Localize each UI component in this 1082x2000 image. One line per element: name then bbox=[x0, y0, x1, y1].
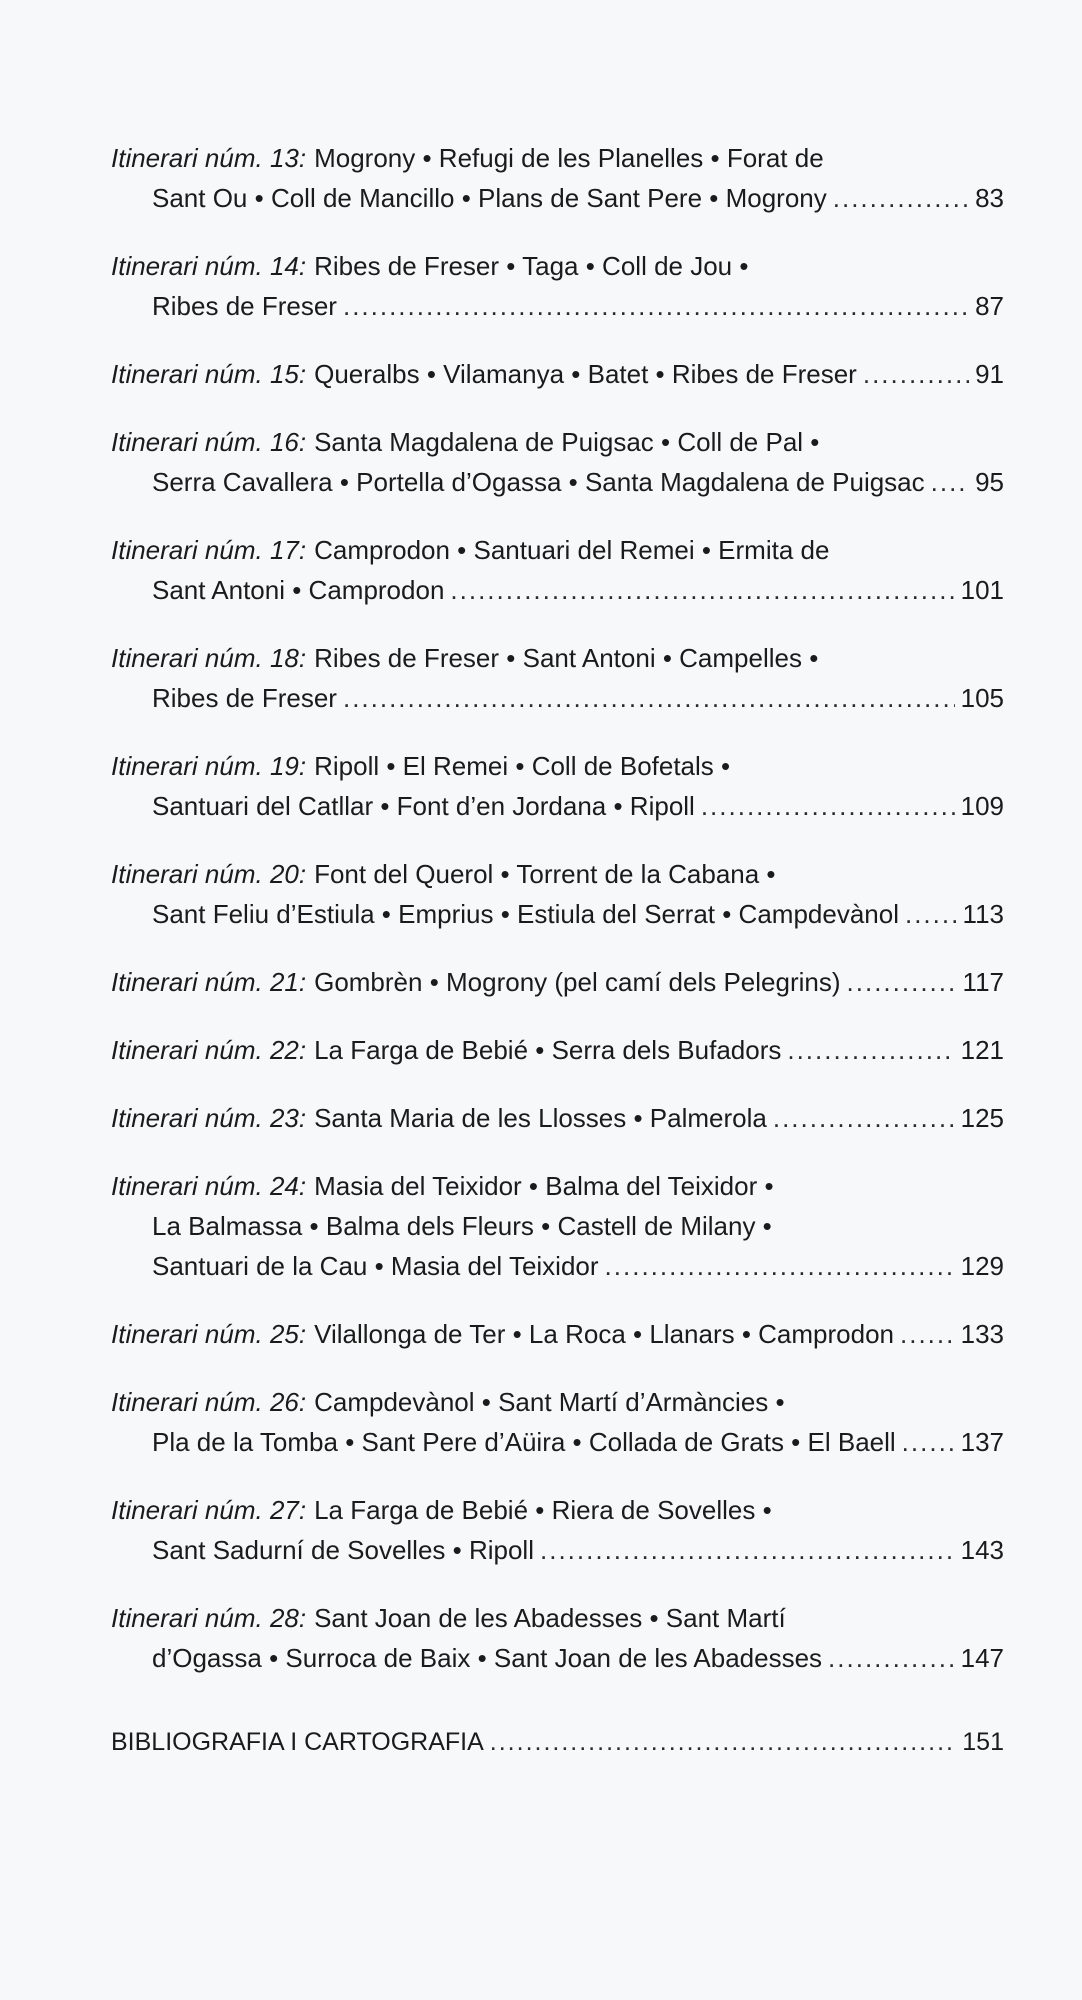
itinerary-label: Itinerari núm. 27: bbox=[111, 1495, 307, 1525]
itinerary-label: Itinerari núm. 24: bbox=[111, 1171, 307, 1201]
itinerary-route-text: Sant Feliu d’Estiula • Emprius • Estiula del Serrat • Campdevànol bbox=[152, 899, 899, 929]
toc-entry-continuation-line bbox=[111, 1638, 1004, 1678]
itinerary-route-text: Vilallonga de Ter • La Roca • Llanars • Camprodon bbox=[314, 1319, 895, 1349]
page-number: 151 bbox=[962, 1728, 1004, 1756]
toc-entry bbox=[111, 422, 1004, 502]
toc-entry-continuation-line bbox=[111, 786, 1004, 826]
toc-entry-first-line bbox=[111, 746, 1004, 786]
page-number: 129 bbox=[960, 1251, 1004, 1281]
toc-entry-first-line bbox=[111, 354, 1004, 394]
toc-entry-first-line bbox=[111, 1314, 1004, 1354]
toc-entry-first-line bbox=[111, 1382, 1004, 1422]
toc-entry-bibliography bbox=[111, 1722, 1004, 1762]
dot-leader bbox=[701, 786, 955, 826]
dot-leader bbox=[450, 570, 954, 610]
dot-leader bbox=[900, 1314, 955, 1354]
toc-entry-first-line bbox=[111, 1098, 1004, 1138]
toc-entry-first-line bbox=[111, 530, 1004, 570]
itinerary-route-text: La Farga de Bebié • Riera de Sovelles • bbox=[314, 1495, 772, 1525]
bibliography-heading: BIBLIOGRAFIA I CARTOGRAFIA bbox=[111, 1728, 484, 1756]
toc-entry-continuation-line bbox=[111, 894, 1004, 934]
toc-entry-first-line bbox=[111, 1598, 1004, 1638]
toc-entry-continuation-line bbox=[111, 1246, 1004, 1286]
toc-entry-continuation-line bbox=[111, 570, 1004, 610]
toc-entry-first-line bbox=[111, 138, 1004, 178]
dot-leader bbox=[931, 462, 969, 502]
itinerary-route-text: La Balmassa • Balma dels Fleurs • Castell de Milany • bbox=[152, 1211, 772, 1241]
page-number: 83 bbox=[975, 183, 1004, 213]
dot-leader bbox=[605, 1246, 955, 1286]
itinerary-route-text: Serra Cavallera • Portella d’Ogassa • Santa Magdalena de Puigsac bbox=[152, 467, 925, 497]
itinerary-label: Itinerari núm. 15: bbox=[111, 359, 307, 389]
itinerary-route-text: Campdevànol • Sant Martí d’Armàncies • bbox=[314, 1387, 785, 1417]
toc-entry-first-line bbox=[111, 1490, 1004, 1530]
page-number: 117 bbox=[962, 967, 1004, 997]
dot-leader bbox=[863, 354, 969, 394]
toc-entry-first-line bbox=[111, 638, 1004, 678]
itinerary-route-text: Ribes de Freser bbox=[152, 291, 337, 321]
page-number: 105 bbox=[960, 683, 1004, 713]
toc-entry bbox=[111, 1166, 1004, 1286]
dot-leader bbox=[905, 894, 957, 934]
page-number: 101 bbox=[960, 575, 1004, 605]
itinerary-label: Itinerari núm. 19: bbox=[111, 751, 307, 781]
dot-leader bbox=[773, 1098, 955, 1138]
dot-leader bbox=[540, 1530, 955, 1570]
page-number: 87 bbox=[975, 291, 1004, 321]
itinerary-route-text: Font del Querol • Torrent de la Cabana • bbox=[314, 859, 776, 889]
dot-leader bbox=[787, 1030, 954, 1070]
itinerary-route-text: Santa Maria de les Llosses • Palmerola bbox=[314, 1103, 767, 1133]
dot-leader bbox=[847, 962, 957, 1002]
toc-entry bbox=[111, 246, 1004, 326]
toc-entry bbox=[111, 1314, 1004, 1354]
table-of-contents bbox=[111, 138, 1004, 1762]
itinerary-route-text: Sant Joan de les Abadesses • Sant Martí bbox=[314, 1603, 786, 1633]
toc-entry-continuation-line bbox=[111, 178, 1004, 218]
toc-entry-continuation-line bbox=[111, 678, 1004, 718]
toc-entry bbox=[111, 746, 1004, 826]
itinerary-route-text: Santuari del Catllar • Font d’en Jordana • Ripoll bbox=[152, 791, 695, 821]
page-number: 147 bbox=[960, 1643, 1004, 1673]
itinerary-label: Itinerari núm. 28: bbox=[111, 1603, 307, 1633]
dot-leader bbox=[902, 1422, 955, 1462]
dot-leader bbox=[490, 1722, 957, 1762]
itinerary-route-text: Masia del Teixidor • Balma del Teixidor • bbox=[314, 1171, 774, 1201]
page-number: 113 bbox=[962, 899, 1004, 929]
itinerary-route-text: Ripoll • El Remei • Coll de Bofetals • bbox=[314, 751, 731, 781]
toc-entry-continuation-line bbox=[111, 1530, 1004, 1570]
toc-entry bbox=[111, 530, 1004, 610]
itinerary-route-text: Ribes de Freser • Sant Antoni • Campelles • bbox=[314, 643, 819, 673]
toc-entry bbox=[111, 354, 1004, 394]
page-number: 95 bbox=[975, 467, 1004, 497]
toc-entry bbox=[111, 138, 1004, 218]
toc-entry-first-line bbox=[111, 246, 1004, 286]
toc-entry bbox=[111, 854, 1004, 934]
toc-entry-first-line bbox=[111, 422, 1004, 462]
toc-entry-first-line bbox=[111, 1030, 1004, 1070]
toc-entry-continuation-line bbox=[111, 462, 1004, 502]
page-number: 143 bbox=[960, 1535, 1004, 1565]
toc-entry-first-line bbox=[111, 854, 1004, 894]
itinerary-label: Itinerari núm. 26: bbox=[111, 1387, 307, 1417]
page-number: 91 bbox=[975, 359, 1004, 389]
toc-entry bbox=[111, 962, 1004, 1002]
dot-leader bbox=[828, 1638, 955, 1678]
itinerary-route-text: Sant Antoni • Camprodon bbox=[152, 575, 445, 605]
toc-entry-first-line bbox=[111, 962, 1004, 1002]
itinerary-label: Itinerari núm. 21: bbox=[111, 967, 307, 997]
dot-leader bbox=[833, 178, 969, 218]
itinerary-route-text: Sant Ou • Coll de Mancillo • Plans de Sant Pere • Mogrony bbox=[152, 183, 827, 213]
dot-leader bbox=[343, 286, 969, 326]
itinerary-route-text: d’Ogassa • Surroca de Baix • Sant Joan de les Abadesses bbox=[152, 1643, 823, 1673]
itinerary-label: Itinerari núm. 16: bbox=[111, 427, 307, 457]
itinerary-label: Itinerari núm. 18: bbox=[111, 643, 307, 673]
itinerary-route-text: Mogrony • Refugi de les Planelles • Forat de bbox=[314, 143, 824, 173]
itinerary-label: Itinerari núm. 14: bbox=[111, 251, 307, 281]
itinerary-route-text: Gombrèn • Mogrony (pel camí dels Pelegrins) bbox=[314, 967, 841, 997]
itinerary-route-text: Santuari de la Cau • Masia del Teixidor bbox=[152, 1251, 599, 1281]
page-number: 137 bbox=[960, 1427, 1004, 1457]
page-number: 125 bbox=[960, 1103, 1004, 1133]
itinerary-label: Itinerari núm. 20: bbox=[111, 859, 307, 889]
toc-entry bbox=[111, 1030, 1004, 1070]
page-number: 121 bbox=[960, 1035, 1004, 1065]
itinerary-route-text: La Farga de Bebié • Serra dels Bufadors bbox=[314, 1035, 782, 1065]
dot-leader bbox=[343, 678, 955, 718]
itinerary-label: Itinerari núm. 13: bbox=[111, 143, 307, 173]
toc-entry bbox=[111, 1598, 1004, 1678]
page-number: 133 bbox=[960, 1319, 1004, 1349]
itinerary-route-text: Ribes de Freser bbox=[152, 683, 337, 713]
toc-entry bbox=[111, 1098, 1004, 1138]
toc-entry-first-line bbox=[111, 1166, 1004, 1206]
itinerary-route-text: Queralbs • Vilamanya • Batet • Ribes de Freser bbox=[314, 359, 857, 389]
toc-entry-continuation-line bbox=[111, 1422, 1004, 1462]
toc-entry-continuation-line bbox=[111, 286, 1004, 326]
itinerary-route-text: Camprodon • Santuari del Remei • Ermita de bbox=[314, 535, 830, 565]
itinerary-label: Itinerari núm. 22: bbox=[111, 1035, 307, 1065]
toc-entry bbox=[111, 1490, 1004, 1570]
toc-entry bbox=[111, 638, 1004, 718]
itinerary-label: Itinerari núm. 23: bbox=[111, 1103, 307, 1133]
page-number: 109 bbox=[960, 791, 1004, 821]
toc-entry-continuation-line bbox=[111, 1206, 1004, 1246]
itinerary-route-text: Santa Magdalena de Puigsac • Coll de Pal • bbox=[314, 427, 820, 457]
itinerary-route-text: Ribes de Freser • Taga • Coll de Jou • bbox=[314, 251, 749, 281]
itinerary-route-text: Sant Sadurní de Sovelles • Ripoll bbox=[152, 1535, 534, 1565]
itinerary-label: Itinerari núm. 25: bbox=[111, 1319, 307, 1349]
itinerary-route-text: Pla de la Tomba • Sant Pere d’Aüira • Collada de Grats • El Baell bbox=[152, 1427, 896, 1457]
itinerary-label: Itinerari núm. 17: bbox=[111, 535, 307, 565]
toc-entry bbox=[111, 1382, 1004, 1462]
